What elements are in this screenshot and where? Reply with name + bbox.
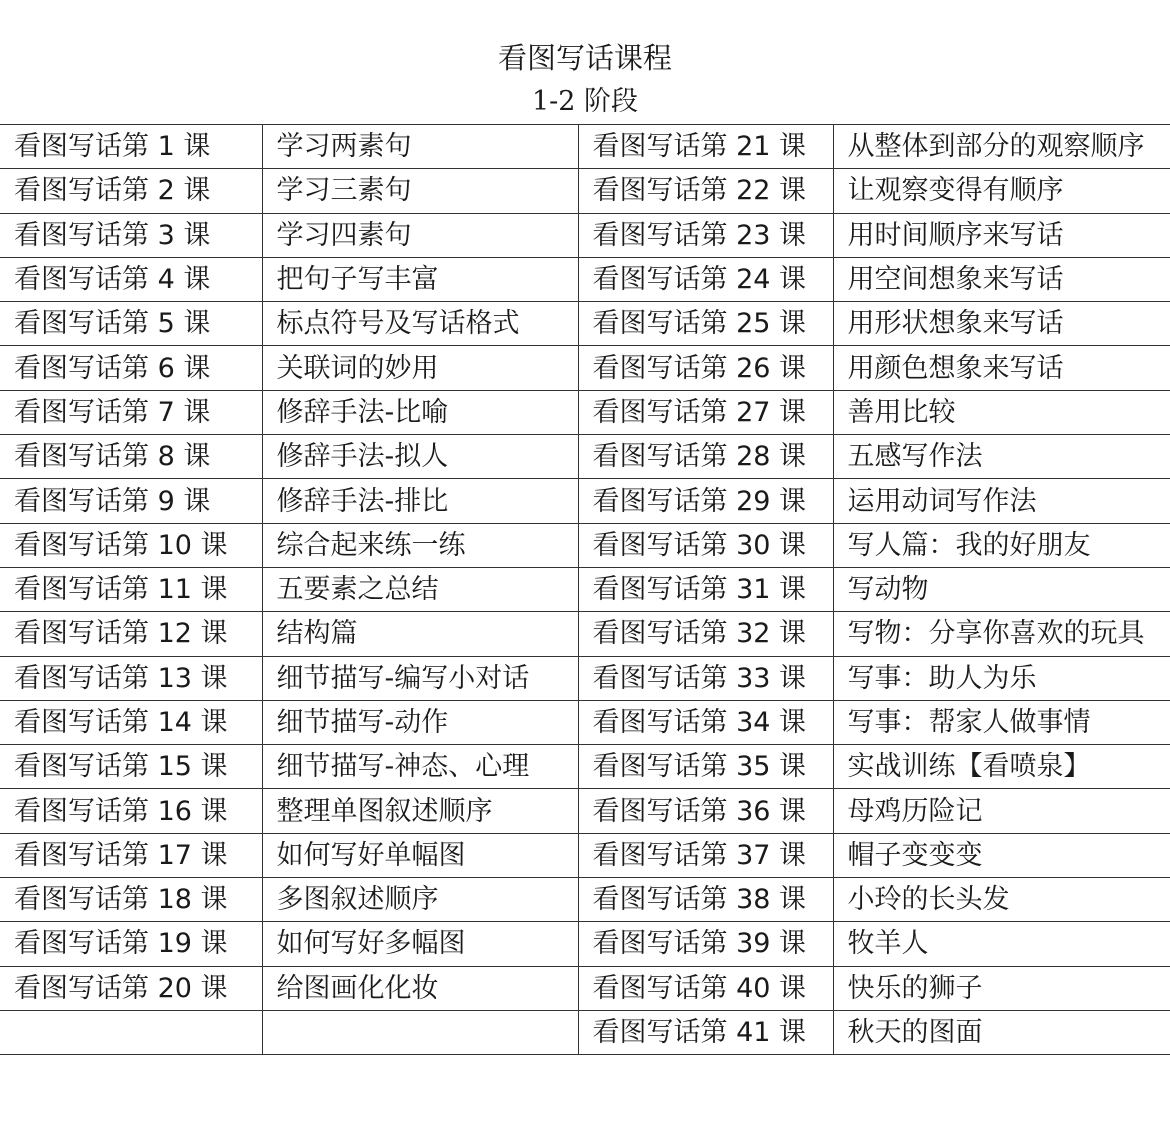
lesson-topic-cell: 五感写作法 xyxy=(833,435,1170,479)
lesson-number-cell: 看图写话第 24 课 xyxy=(578,257,833,301)
table-row xyxy=(0,479,1170,523)
lesson-topic-cell: 标点符号及写话格式 xyxy=(262,302,578,346)
lesson-topic-cell: 运用动词写作法 xyxy=(833,479,1170,523)
lesson-topic-cell: 从整体到部分的观察顺序 xyxy=(833,125,1170,169)
table-row xyxy=(0,878,1170,922)
page-title: 看图写话课程 xyxy=(497,41,672,75)
lesson-topic-cell: 帽子变变变 xyxy=(833,833,1170,877)
table-row xyxy=(0,745,1170,789)
lesson-topic-cell: 小玲的长头发 xyxy=(833,878,1170,922)
lesson-number-cell: 看图写话第 39 课 xyxy=(578,922,833,966)
lesson-topic-cell: 用形状想象来写话 xyxy=(833,302,1170,346)
table-row xyxy=(0,302,1170,346)
lesson-topic-cell: 关联词的妙用 xyxy=(262,346,578,390)
lesson-number-cell: 看图写话第 16 课 xyxy=(0,789,262,833)
lesson-number-cell: 看图写话第 4 课 xyxy=(0,257,262,301)
table-row xyxy=(0,833,1170,877)
lesson-number-cell: 看图写话第 27 课 xyxy=(578,390,833,434)
table-row xyxy=(0,435,1170,479)
lesson-topic-cell: 快乐的狮子 xyxy=(833,966,1170,1010)
table-row xyxy=(0,656,1170,700)
lesson-topic-cell: 多图叙述顺序 xyxy=(262,878,578,922)
lesson-number-cell: 看图写话第 14 课 xyxy=(0,700,262,744)
lesson-topic-cell: 综合起来练一练 xyxy=(262,523,578,567)
lesson-topic-cell: 细节描写-神态、心理 xyxy=(262,745,578,789)
lesson-number-cell: 看图写话第 21 课 xyxy=(578,125,833,169)
lesson-number-cell: 看图写话第 3 课 xyxy=(0,213,262,257)
lesson-number-cell: 看图写话第 7 课 xyxy=(0,390,262,434)
lesson-number-cell: 看图写话第 17 课 xyxy=(0,833,262,877)
lesson-topic-cell: 写物：分享你喜欢的玩具 xyxy=(833,612,1170,656)
lesson-topic-cell: 用颜色想象来写话 xyxy=(833,346,1170,390)
lesson-number-cell: 看图写话第 23 课 xyxy=(578,213,833,257)
lesson-topic-cell: 写动物 xyxy=(833,567,1170,611)
table-row xyxy=(0,523,1170,567)
lesson-topic-cell: 修辞手法-比喻 xyxy=(262,390,578,434)
table-row xyxy=(0,966,1170,1010)
lesson-number-cell: 看图写话第 9 课 xyxy=(0,479,262,523)
lesson-topic-cell: 细节描写-编写小对话 xyxy=(262,656,578,700)
lesson-topic-cell xyxy=(262,1010,578,1054)
lesson-topic-cell: 牧羊人 xyxy=(833,922,1170,966)
table-row xyxy=(0,922,1170,966)
table-row xyxy=(0,1010,1170,1054)
lesson-number-cell: 看图写话第 20 课 xyxy=(0,966,262,1010)
table-row xyxy=(0,700,1170,744)
lesson-number-cell: 看图写话第 36 课 xyxy=(578,789,833,833)
table-row xyxy=(0,390,1170,434)
lesson-number-cell: 看图写话第 25 课 xyxy=(578,302,833,346)
lesson-topic-cell: 修辞手法-排比 xyxy=(262,479,578,523)
lesson-number-cell: 看图写话第 38 课 xyxy=(578,878,833,922)
lesson-topic-cell: 写事：助人为乐 xyxy=(833,656,1170,700)
lesson-topic-cell: 用空间想象来写话 xyxy=(833,257,1170,301)
lesson-number-cell: 看图写话第 10 课 xyxy=(0,523,262,567)
lesson-topic-cell: 给图画化化妆 xyxy=(262,966,578,1010)
table-row xyxy=(0,346,1170,390)
lesson-number-cell: 看图写话第 37 课 xyxy=(578,833,833,877)
lesson-number-cell: 看图写话第 6 课 xyxy=(0,346,262,390)
lesson-number-cell: 看图写话第 11 课 xyxy=(0,567,262,611)
lesson-number-cell: 看图写话第 31 课 xyxy=(578,567,833,611)
lesson-topic-cell: 整理单图叙述顺序 xyxy=(262,789,578,833)
lesson-topic-cell: 学习两素句 xyxy=(262,125,578,169)
lesson-number-cell: 看图写话第 26 课 xyxy=(578,346,833,390)
lesson-topic-cell: 如何写好单幅图 xyxy=(262,833,578,877)
lesson-number-cell: 看图写话第 33 课 xyxy=(578,656,833,700)
lesson-number-cell: 看图写话第 8 课 xyxy=(0,435,262,479)
lesson-table-body xyxy=(0,125,1170,1055)
table-row xyxy=(0,567,1170,611)
table-row xyxy=(0,789,1170,833)
lesson-number-cell: 看图写话第 2 课 xyxy=(0,169,262,213)
lesson-topic-cell: 用时间顺序来写话 xyxy=(833,213,1170,257)
table-row xyxy=(0,213,1170,257)
table-row xyxy=(0,612,1170,656)
lesson-topic-cell: 学习三素句 xyxy=(262,169,578,213)
lesson-number-cell: 看图写话第 29 课 xyxy=(578,479,833,523)
lesson-topic-cell: 母鸡历险记 xyxy=(833,789,1170,833)
page-subtitle: 1-2 阶段 xyxy=(531,86,639,117)
lesson-number-cell: 看图写话第 5 课 xyxy=(0,302,262,346)
lesson-number-cell: 看图写话第 18 课 xyxy=(0,878,262,922)
lesson-topic-cell: 结构篇 xyxy=(262,612,578,656)
lesson-number-cell: 看图写话第 41 课 xyxy=(578,1010,833,1054)
table-row xyxy=(0,169,1170,213)
lesson-number-cell: 看图写话第 13 课 xyxy=(0,656,262,700)
table-row xyxy=(0,257,1170,301)
lesson-number-cell: 看图写话第 40 课 xyxy=(578,966,833,1010)
lesson-number-cell: 看图写话第 19 课 xyxy=(0,922,262,966)
lesson-topic-cell: 善用比较 xyxy=(833,390,1170,434)
lesson-number-cell: 看图写话第 28 课 xyxy=(578,435,833,479)
lesson-table xyxy=(0,124,1170,1055)
lesson-topic-cell: 细节描写-动作 xyxy=(262,700,578,744)
lesson-number-cell: 看图写话第 32 课 xyxy=(578,612,833,656)
lesson-number-cell xyxy=(0,1010,262,1054)
lesson-topic-cell: 写人篇：我的好朋友 xyxy=(833,523,1170,567)
lesson-topic-cell: 把句子写丰富 xyxy=(262,257,578,301)
lesson-topic-cell: 学习四素句 xyxy=(262,213,578,257)
lesson-topic-cell: 让观察变得有顺序 xyxy=(833,169,1170,213)
lesson-topic-cell: 实战训练【看喷泉】 xyxy=(833,745,1170,789)
lesson-number-cell: 看图写话第 12 课 xyxy=(0,612,262,656)
lesson-number-cell: 看图写话第 30 课 xyxy=(578,523,833,567)
lesson-number-cell: 看图写话第 35 课 xyxy=(578,745,833,789)
lesson-topic-cell: 修辞手法-拟人 xyxy=(262,435,578,479)
lesson-topic-cell: 如何写好多幅图 xyxy=(262,922,578,966)
lesson-topic-cell: 写事：帮家人做事情 xyxy=(833,700,1170,744)
lesson-number-cell: 看图写话第 34 课 xyxy=(578,700,833,744)
lesson-number-cell: 看图写话第 22 课 xyxy=(578,169,833,213)
lesson-number-cell: 看图写话第 1 课 xyxy=(0,125,262,169)
lesson-number-cell: 看图写话第 15 课 xyxy=(0,745,262,789)
lesson-topic-cell: 五要素之总结 xyxy=(262,567,578,611)
table-row xyxy=(0,125,1170,169)
lesson-topic-cell: 秋天的图面 xyxy=(833,1010,1170,1054)
